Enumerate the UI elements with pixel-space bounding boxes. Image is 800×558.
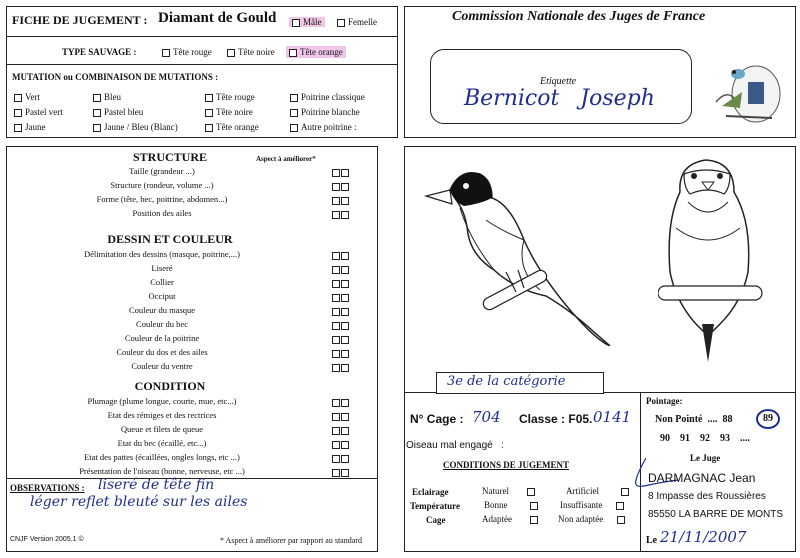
type-black-checkbox[interactable] xyxy=(227,49,235,57)
cond-option-label: Naturel xyxy=(482,486,509,496)
sex-option-male[interactable] xyxy=(289,17,325,27)
date-value: 21/11/2007 xyxy=(660,528,747,546)
cond-option-label: Artificiel xyxy=(566,486,599,496)
score-row: 90 91 92 93 .... xyxy=(660,433,750,444)
type-option-red[interactable] xyxy=(162,47,212,57)
cond-adaptee[interactable] xyxy=(482,514,541,524)
mutation-vert[interactable] xyxy=(14,92,40,102)
mutation-autre-poitrine[interactable] xyxy=(290,122,357,132)
cond-artificiel[interactable] xyxy=(566,486,632,496)
structure-item-label: Structure (rondeur, volume ...) xyxy=(110,180,214,190)
male-checkbox[interactable] xyxy=(292,19,300,27)
structure-item-checkboxes[interactable] xyxy=(332,209,352,219)
etiquette-label: Etiquette xyxy=(540,76,577,87)
dessin-item-checkboxes[interactable] xyxy=(332,250,352,260)
aspect-checkbox[interactable] xyxy=(332,266,340,274)
dessin-item-checkboxes[interactable] xyxy=(332,320,352,330)
aspect-checkbox[interactable] xyxy=(332,252,340,260)
mutation-label-text: Tête rouge xyxy=(216,92,255,102)
condition-item-checkboxes[interactable] xyxy=(332,467,352,477)
mutation-checkbox[interactable] xyxy=(93,124,101,132)
condition-item-checkboxes[interactable] xyxy=(332,453,352,463)
cond-insuffisante[interactable] xyxy=(560,500,627,510)
date-label: Le xyxy=(646,535,658,546)
aspect-checkbox[interactable] xyxy=(341,336,349,344)
cond-checkbox[interactable] xyxy=(617,516,625,524)
dessin-item-checkboxes[interactable] xyxy=(332,292,352,302)
score-circled[interactable]: 89 xyxy=(756,409,780,429)
type-black-label: Tête noire xyxy=(238,47,275,57)
aspect-checkbox[interactable] xyxy=(341,399,349,407)
dessin-item-label: Couleur du bec xyxy=(136,319,188,329)
aspect-checkbox[interactable] xyxy=(341,197,349,205)
dessin-item-label: Collier xyxy=(150,277,174,287)
mutation-checkbox[interactable] xyxy=(14,94,22,102)
mutation-checkbox[interactable] xyxy=(205,124,213,132)
condition-item-label: Etat des pattes (écaillées, ongles longs, etc ...) xyxy=(84,452,240,462)
female-checkbox[interactable] xyxy=(337,19,345,27)
dessin-item-label: Couleur du ventre xyxy=(131,361,193,371)
footer-note: * Aspect à améliorer par rapport au standard xyxy=(220,536,362,545)
condition-item-label: Plumage (plume longue, courte, mue, etc...) xyxy=(87,396,237,406)
type-option-orange[interactable] xyxy=(286,46,346,58)
mutation-label-text: Poitrine blanche xyxy=(301,107,360,117)
aspect-checkbox[interactable] xyxy=(332,441,340,449)
mutation-pastel-bleu[interactable] xyxy=(93,107,143,117)
aspect-checkbox[interactable] xyxy=(341,413,349,421)
observations-line-1: liseré de tête fin xyxy=(98,477,215,493)
mutation-label-text: Tête orange xyxy=(216,122,259,132)
aspect-checkbox[interactable] xyxy=(332,308,340,316)
condition-item-label: Etat des rémiges et des rectrices xyxy=(107,410,217,420)
mutation-checkbox[interactable] xyxy=(205,94,213,102)
aspect-checkbox[interactable] xyxy=(341,455,349,463)
sex-option-female[interactable] xyxy=(337,17,377,27)
condition-item-checkboxes[interactable] xyxy=(332,425,352,435)
aspect-checkbox[interactable] xyxy=(341,308,349,316)
aspect-checkbox[interactable] xyxy=(341,364,349,372)
non-pointe-label: Non Pointé .... 88 xyxy=(655,414,733,425)
cond-option-label: Adaptée xyxy=(482,514,512,524)
cnjf-logo xyxy=(712,62,782,128)
juge-address-2: 85550 LA BARRE DE MONTS xyxy=(648,509,784,520)
mutation-checkbox[interactable] xyxy=(14,124,22,132)
type-red-label: Tête rouge xyxy=(173,47,212,57)
cond-temperature-label: Température xyxy=(410,501,460,511)
mutation-checkbox[interactable] xyxy=(290,109,298,117)
mutation-jaune-bleu[interactable] xyxy=(93,122,178,132)
conditions-title: CONDITIONS DE JUGEMENT xyxy=(443,460,570,470)
aspect-checkbox[interactable] xyxy=(341,169,349,177)
dessin-item-checkboxes[interactable] xyxy=(332,362,352,372)
type-option-black[interactable] xyxy=(227,47,275,57)
mutation-checkbox[interactable] xyxy=(290,124,298,132)
structure-item-label: Taille (grandeur ...) xyxy=(129,166,195,176)
cond-option-label: Insuffisante xyxy=(560,500,603,510)
mutation-pastel-vert[interactable] xyxy=(14,107,63,117)
aspect-checkbox[interactable] xyxy=(332,294,340,302)
cond-checkbox[interactable] xyxy=(530,516,538,524)
mutation-tete-noire[interactable] xyxy=(205,107,253,117)
aspect-checkbox[interactable] xyxy=(341,322,349,330)
aspect-checkbox[interactable] xyxy=(341,183,349,191)
type-orange-checkbox[interactable] xyxy=(289,49,297,57)
mutation-bleu[interactable] xyxy=(93,92,121,102)
mutation-checkbox[interactable] xyxy=(205,109,213,117)
female-label: Femelle xyxy=(348,17,377,27)
mutation-label-text: Vert xyxy=(25,92,40,102)
condition-item-label: Queue et filets de queue xyxy=(120,424,204,434)
cond-checkbox[interactable] xyxy=(527,488,535,496)
aspect-checkbox[interactable] xyxy=(332,427,340,435)
aspect-checkbox[interactable] xyxy=(341,294,349,302)
type-sauvage-label: TYPE SAUVAGE : xyxy=(62,47,137,57)
aspect-checkbox[interactable] xyxy=(332,469,340,477)
bird-side-view-illustration xyxy=(420,160,620,346)
aspect-checkbox[interactable] xyxy=(341,350,349,358)
aspect-checkbox[interactable] xyxy=(332,336,340,344)
observations-line-2: léger reflet bleuté sur les ailes xyxy=(30,494,248,510)
aspect-checkbox[interactable] xyxy=(332,211,340,219)
classe-number: 0141 xyxy=(593,408,632,426)
mutation-label-text: Poitrine classique xyxy=(301,92,365,102)
cage-label: N° Cage : xyxy=(410,412,464,426)
aspect-checkbox[interactable] xyxy=(341,211,349,219)
cond-cage-label: Cage xyxy=(426,515,446,525)
cage-number: 704 xyxy=(472,408,501,426)
mutation-jaune[interactable] xyxy=(14,122,46,132)
header-divider-2 xyxy=(6,64,398,65)
species-name: Diamant de Gould xyxy=(158,10,277,26)
aspect-checkbox[interactable] xyxy=(332,399,340,407)
mutation-checkbox[interactable] xyxy=(93,109,101,117)
dessin-item-label: Couleur du dos et des ailes xyxy=(116,347,208,357)
mutation-poitrine-classique[interactable] xyxy=(290,92,365,102)
fiche-title-label: FICHE DE JUGEMENT : xyxy=(12,13,148,27)
cond-checkbox[interactable] xyxy=(530,502,538,510)
cond-eclairage-label: Eclairage xyxy=(412,487,449,497)
condition-item-checkboxes[interactable] xyxy=(332,411,352,421)
mutation-label-text: Jaune / Bleu (Blanc) xyxy=(104,122,178,132)
cond-checkbox[interactable] xyxy=(616,502,624,510)
type-red-checkbox[interactable] xyxy=(162,49,170,57)
condition-item-label: Etat du bec (écaillé, etc...) xyxy=(117,438,207,448)
classe-label: Classe : F05. xyxy=(519,412,593,426)
aspect-checkbox[interactable] xyxy=(332,350,340,358)
mutation-label-text: Tête noire xyxy=(216,107,253,117)
aspect-checkbox[interactable] xyxy=(341,280,349,288)
mutation-label: MUTATION ou COMBINAISON DE MUTATIONS : xyxy=(12,72,219,82)
condition-item-checkboxes[interactable] xyxy=(332,397,352,407)
mutation-checkbox[interactable] xyxy=(14,109,22,117)
cond-non-adaptee[interactable] xyxy=(558,514,628,524)
aspect-checkbox[interactable] xyxy=(332,183,340,191)
categorie-handwritten: 3e de la catégorie xyxy=(436,372,604,394)
condition-title: CONDITION xyxy=(134,379,206,393)
dessin-item-checkboxes[interactable] xyxy=(332,264,352,274)
aspect-header: Aspect à améliorer* xyxy=(256,155,316,163)
cond-option-label: Bonne xyxy=(484,500,508,510)
structure-item-checkboxes[interactable] xyxy=(332,181,352,191)
mutation-poitrine-blanche[interactable] xyxy=(290,107,360,117)
juge-label: Le Juge xyxy=(690,453,721,463)
structure-item-label: Forme (tête, bec, poitrine, abdomen...) xyxy=(96,194,228,204)
juge-address-1: 8 Impasse des Roussières xyxy=(648,491,766,502)
aspect-checkbox[interactable] xyxy=(332,169,340,177)
observations-label: OBSERVATIONS : xyxy=(10,483,85,493)
mutation-label-text: Pastel vert xyxy=(25,107,63,117)
commission-title: Commission Nationale des Juges de France xyxy=(452,9,706,24)
dessin-item-label: Occiput xyxy=(148,291,176,301)
aspect-checkbox[interactable] xyxy=(341,252,349,260)
mutation-label-text: Bleu xyxy=(104,92,121,102)
mutation-label-text: Autre poitrine : xyxy=(301,122,357,132)
juge-name: DARMAGNAC Jean xyxy=(648,471,756,485)
mutation-label-text: Pastel bleu xyxy=(104,107,144,117)
aspect-checkbox[interactable] xyxy=(341,427,349,435)
cond-bonne[interactable] xyxy=(484,500,541,510)
structure-item-checkboxes[interactable] xyxy=(332,195,352,205)
structure-title: STRUCTURE xyxy=(132,150,207,164)
dessin-item-label: Liseré xyxy=(151,263,173,273)
aspect-checkbox[interactable] xyxy=(341,266,349,274)
dessin-item-label: Délimitation des dessins (masque, poitrine,...) xyxy=(83,249,241,259)
aspect-checkbox[interactable] xyxy=(341,469,349,477)
dessin-item-label: Couleur de la poitrine xyxy=(124,333,200,343)
header-divider-1 xyxy=(6,36,398,37)
structure-item-checkboxes[interactable] xyxy=(332,167,352,177)
dessin-item-checkboxes[interactable] xyxy=(332,334,352,344)
cond-option-label: Non adaptée xyxy=(558,514,604,524)
bird-front-view-illustration xyxy=(658,152,768,372)
owner-name-handwritten: Bernicot Joseph xyxy=(464,86,655,111)
aspect-checkbox[interactable] xyxy=(332,322,340,330)
aspect-checkbox[interactable] xyxy=(332,197,340,205)
aspect-checkbox[interactable] xyxy=(332,413,340,421)
cond-naturel[interactable] xyxy=(482,486,538,496)
dessin-couleur-title: DESSIN ET COULEUR xyxy=(107,232,233,246)
male-label: Mâle xyxy=(303,17,322,27)
condition-item-checkboxes[interactable] xyxy=(332,439,352,449)
aspect-checkbox[interactable] xyxy=(332,455,340,463)
dessin-item-label: Couleur du masque xyxy=(128,305,196,315)
mutation-checkbox[interactable] xyxy=(93,94,101,102)
structure-item-label: Position des ailes xyxy=(132,208,192,218)
dessin-item-checkboxes[interactable] xyxy=(332,348,352,358)
pointage-label: Pointage: xyxy=(646,396,683,406)
dessin-item-checkboxes[interactable] xyxy=(332,306,352,316)
dessin-item-checkboxes[interactable] xyxy=(332,278,352,288)
aspect-checkbox[interactable] xyxy=(332,364,340,372)
footer-version: CNJF Version 2005.1 © xyxy=(10,536,84,543)
type-orange-label: Tête orange xyxy=(300,47,343,57)
aspect-checkbox[interactable] xyxy=(341,441,349,449)
mutation-tete-rouge[interactable] xyxy=(205,92,255,102)
condition-item-label: Présentation de l'oiseau (bonne, nerveuse, etc ...) xyxy=(79,466,245,476)
aspect-checkbox[interactable] xyxy=(332,280,340,288)
mutation-tete-orange[interactable] xyxy=(205,122,259,132)
mal-engage-label: Oiseau mal engagé : xyxy=(406,440,504,451)
mutation-label-text: Jaune xyxy=(25,122,46,132)
mutation-checkbox[interactable] xyxy=(290,94,298,102)
